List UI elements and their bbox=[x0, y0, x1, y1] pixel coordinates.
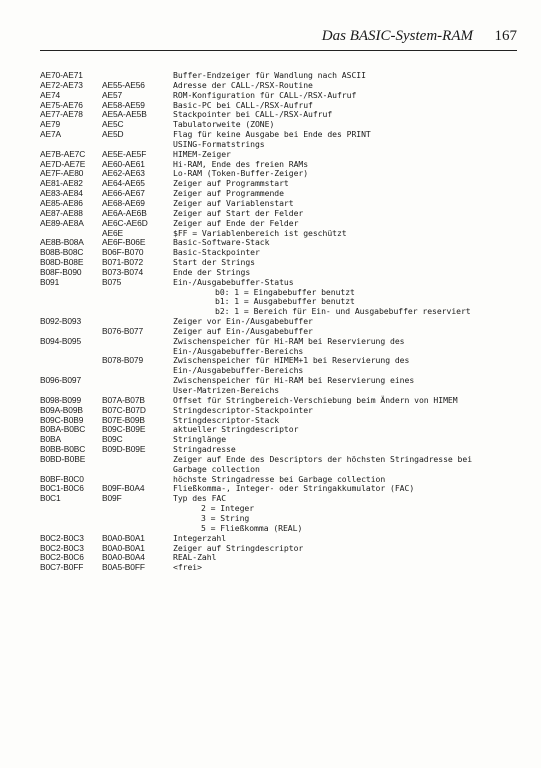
description: Zeiger auf Ein-/Ausgabebuffer bbox=[173, 325, 313, 336]
address-cpc464: B091 bbox=[40, 276, 60, 287]
description: User-Matrizen-Bereichs bbox=[173, 385, 280, 395]
description: Zeiger auf Programmstart bbox=[173, 178, 289, 189]
address-cpc464: B0BB-B0BC bbox=[40, 444, 86, 455]
description: b1: 1 = Ausgabebuffer benutzt bbox=[215, 296, 355, 307]
address-cpc664-6128: B09F-B0A4 bbox=[102, 483, 145, 494]
description: Stringdescriptor-Stack bbox=[173, 414, 280, 425]
address-cpc664-6128: B073-B074 bbox=[102, 266, 144, 277]
description: Stringadresse bbox=[173, 444, 236, 455]
address-cpc464: B0C2-B0C3 bbox=[40, 532, 84, 543]
address-cpc464: AE74 bbox=[40, 89, 61, 100]
address-cpc664-6128: B078-B079 bbox=[102, 355, 144, 366]
address-cpc664-6128: AE66-AE67 bbox=[102, 188, 145, 199]
address-cpc664-6128: AE5C bbox=[102, 119, 124, 130]
description: Adresse der CALL-/RSX-Routine bbox=[173, 79, 313, 90]
description: Typ des FAC bbox=[173, 493, 227, 504]
description: Zwischenspeicher für Hi-RAM bei Reservierung eines bbox=[173, 375, 415, 386]
address-cpc664-6128: B0A5-B0FF bbox=[102, 562, 145, 573]
address-cpc464: B08F-B090 bbox=[40, 266, 82, 277]
description: Ein-/Ausgabebuffer-Bereichs bbox=[173, 365, 304, 376]
address-cpc664-6128: AE55-AE56 bbox=[102, 79, 145, 90]
description: Flag für keine Ausgabe bei Ende des PRINT bbox=[173, 129, 371, 140]
description: Zeiger auf Programmende bbox=[173, 188, 284, 199]
page-number: 167 bbox=[494, 28, 517, 44]
description: HIMEM-Zeiger bbox=[173, 148, 231, 159]
description: höchste Stringadresse bei Garbage collection bbox=[173, 473, 386, 484]
address-cpc664-6128: AE5A-AE5B bbox=[102, 109, 147, 120]
description: $FF = Variablenbereich ist geschützt bbox=[173, 227, 347, 238]
description: Integerzahl bbox=[173, 532, 227, 543]
description: Stackpointer bei CALL-/RSX-Aufruf bbox=[173, 109, 333, 120]
address-cpc464: AE79 bbox=[40, 119, 61, 130]
address-cpc664-6128: B075 bbox=[102, 276, 122, 287]
address-cpc664-6128: AE6A-AE6B bbox=[102, 207, 147, 218]
address-cpc664-6128: AE60-AE61 bbox=[102, 158, 145, 169]
description: Zeiger auf Ende des Descriptors der höchsten Stringadresse bei bbox=[173, 453, 473, 464]
address-cpc464: B08D-B08E bbox=[40, 257, 84, 268]
description: Hi-RAM, Ende des freien RAMs bbox=[173, 158, 309, 169]
address-cpc664-6128: B06F-B070 bbox=[102, 247, 144, 258]
description: 3 = String bbox=[201, 512, 250, 523]
description: Tabulatorweite (ZONE) bbox=[173, 119, 275, 130]
address-cpc464: AE75-AE76 bbox=[40, 99, 83, 110]
address-cpc664-6128: AE6F-B06E bbox=[102, 237, 146, 248]
address-cpc464: B0BF-B0C0 bbox=[40, 473, 84, 484]
address-cpc664-6128: AE62-AE63 bbox=[102, 168, 145, 179]
description: Zeiger auf Start der Felder bbox=[173, 207, 304, 218]
description: Zeiger auf Ende der Felder bbox=[173, 217, 299, 228]
description: Zwischenspeicher für Hi-RAM bei Reservierung des bbox=[173, 335, 405, 346]
description: Zeiger auf Variablenstart bbox=[173, 197, 294, 208]
description: Lo-RAM (Token-Buffer-Zeiger) bbox=[173, 168, 309, 179]
description: Zeiger auf Stringdescriptor bbox=[173, 542, 304, 553]
address-cpc664-6128: AE5E-AE5F bbox=[102, 148, 147, 159]
address-cpc464: B0C1 bbox=[40, 493, 61, 504]
address-cpc664-6128: AE58-AE59 bbox=[102, 99, 145, 110]
description: Start der Strings bbox=[173, 257, 255, 268]
description: Zeiger vor Ein-/Ausgabebuffer bbox=[173, 316, 313, 327]
description: Fließkomma-, Integer- oder Stringakkumulator (FAC) bbox=[173, 483, 415, 494]
address-cpc664-6128: B09F bbox=[102, 493, 122, 504]
address-cpc464: B0BA bbox=[40, 434, 62, 445]
description: USING-Formatstrings bbox=[173, 138, 265, 149]
description: Zwischenspeicher für HIMEM+1 bei Reservierung des bbox=[173, 355, 410, 366]
address-cpc464: AE70-AE71 bbox=[40, 70, 83, 80]
address-cpc464: B0C2-B0C3 bbox=[40, 542, 84, 553]
address-cpc464: B0C1-B0C6 bbox=[40, 483, 84, 494]
address-cpc464: B09A-B09B bbox=[40, 404, 83, 415]
description: REAL-Zahl bbox=[173, 552, 217, 563]
table-row bbox=[40, 376, 530, 386]
address-cpc664-6128: B0A0-B0A4 bbox=[102, 552, 145, 563]
description: b2: 1 = Bereich für Ein- und Ausgabebuffer reserviert bbox=[215, 306, 471, 317]
address-cpc464: AE81-AE82 bbox=[40, 178, 83, 189]
address-cpc464: B0C7-B0FF bbox=[40, 562, 84, 573]
description: b0: 1 = Eingabebuffer benutzt bbox=[215, 286, 355, 297]
table-row bbox=[40, 494, 530, 504]
address-cpc664-6128: B09C-B09E bbox=[102, 424, 146, 435]
address-cpc664-6128: B09C bbox=[102, 434, 123, 445]
address-cpc664-6128: AE64-AE65 bbox=[102, 178, 145, 189]
address-cpc464: AE7D-AE7E bbox=[40, 158, 86, 169]
table-row bbox=[40, 130, 530, 140]
address-cpc464: AE87-AE88 bbox=[40, 207, 83, 218]
address-cpc664-6128: B071-B072 bbox=[102, 257, 144, 268]
address-cpc464: AE72-AE73 bbox=[40, 79, 83, 90]
address-cpc464: B0C2-B0C6 bbox=[40, 552, 84, 563]
description: <frei> bbox=[173, 562, 202, 573]
description: Basic-Stackpointer bbox=[173, 247, 260, 258]
description: Ein-/Ausgabebuffer-Bereichs bbox=[173, 345, 304, 356]
description: 5 = Fließkomma (REAL) bbox=[201, 522, 303, 533]
description: Basic-PC bei CALL-/RSX-Aufruf bbox=[173, 99, 313, 110]
address-cpc464: AE89-AE8A bbox=[40, 217, 84, 228]
address-cpc664-6128: B0A0-B0A1 bbox=[102, 542, 145, 553]
description: Ende der Strings bbox=[173, 266, 251, 277]
address-cpc664-6128: B07E-B09B bbox=[102, 414, 145, 425]
address-cpc664-6128: B07A-B07B bbox=[102, 394, 145, 405]
address-cpc464: B09C-B0B9 bbox=[40, 414, 84, 425]
address-cpc464: AE83-AE84 bbox=[40, 188, 83, 199]
address-cpc664-6128: AE5D bbox=[102, 129, 124, 140]
description: ROM-Konfiguration für CALL-/RSX-Aufruf bbox=[173, 89, 357, 100]
address-cpc464: B08B-B08C bbox=[40, 247, 84, 258]
address-cpc464: AE7A bbox=[40, 129, 62, 140]
description: Buffer-Endzeiger für Wandlung nach ASCII bbox=[173, 70, 366, 80]
address-cpc464: AE7F-AE80 bbox=[40, 168, 84, 179]
address-cpc664-6128: B076-B077 bbox=[102, 325, 144, 336]
address-cpc664-6128: B0A0-B0A1 bbox=[102, 532, 145, 543]
description: Garbage collection bbox=[173, 463, 260, 474]
description: Offset für Stringbereich-Verschiebung beim Ändern von HIMEM bbox=[173, 394, 458, 405]
address-cpc464: B0BA-B0BC bbox=[40, 424, 86, 435]
address-cpc664-6128: AE68-AE69 bbox=[102, 197, 145, 208]
description: Basic-Software-Stack bbox=[173, 237, 270, 248]
address-cpc464: B098-B099 bbox=[40, 394, 82, 405]
page-header bbox=[40, 26, 517, 51]
address-cpc464: B092-B093 bbox=[40, 316, 82, 327]
table-row bbox=[40, 563, 530, 573]
description: 2 = Integer bbox=[201, 503, 255, 514]
address-cpc664-6128: AE6C-AE6D bbox=[102, 217, 148, 228]
address-cpc464: AE85-AE86 bbox=[40, 197, 83, 208]
address-cpc664-6128: AE6E bbox=[102, 227, 124, 238]
address-cpc464: B096-B097 bbox=[40, 375, 82, 386]
description: Ein-/Ausgabebuffer-Status bbox=[173, 276, 294, 287]
description: aktueller Stringdescriptor bbox=[173, 424, 299, 435]
memory-map-table bbox=[40, 71, 530, 573]
address-cpc664-6128: AE57 bbox=[102, 89, 123, 100]
description: Stringdescriptor-Stackpointer bbox=[173, 404, 313, 415]
running-title: Das BASIC-System-RAM bbox=[321, 28, 473, 44]
address-cpc464: AE8B-B08A bbox=[40, 237, 84, 248]
description: Stringlänge bbox=[173, 434, 227, 445]
address-cpc664-6128: B09D-B09E bbox=[102, 444, 146, 455]
address-cpc464: AE77-AE78 bbox=[40, 109, 83, 120]
address-cpc464: B0BD-B0BE bbox=[40, 453, 86, 464]
address-cpc664-6128: B07C-B07D bbox=[102, 404, 146, 415]
table-row bbox=[40, 455, 530, 465]
address-cpc464: AE7B-AE7C bbox=[40, 148, 86, 159]
table-row bbox=[40, 504, 530, 514]
address-cpc464: B094-B095 bbox=[40, 335, 82, 346]
